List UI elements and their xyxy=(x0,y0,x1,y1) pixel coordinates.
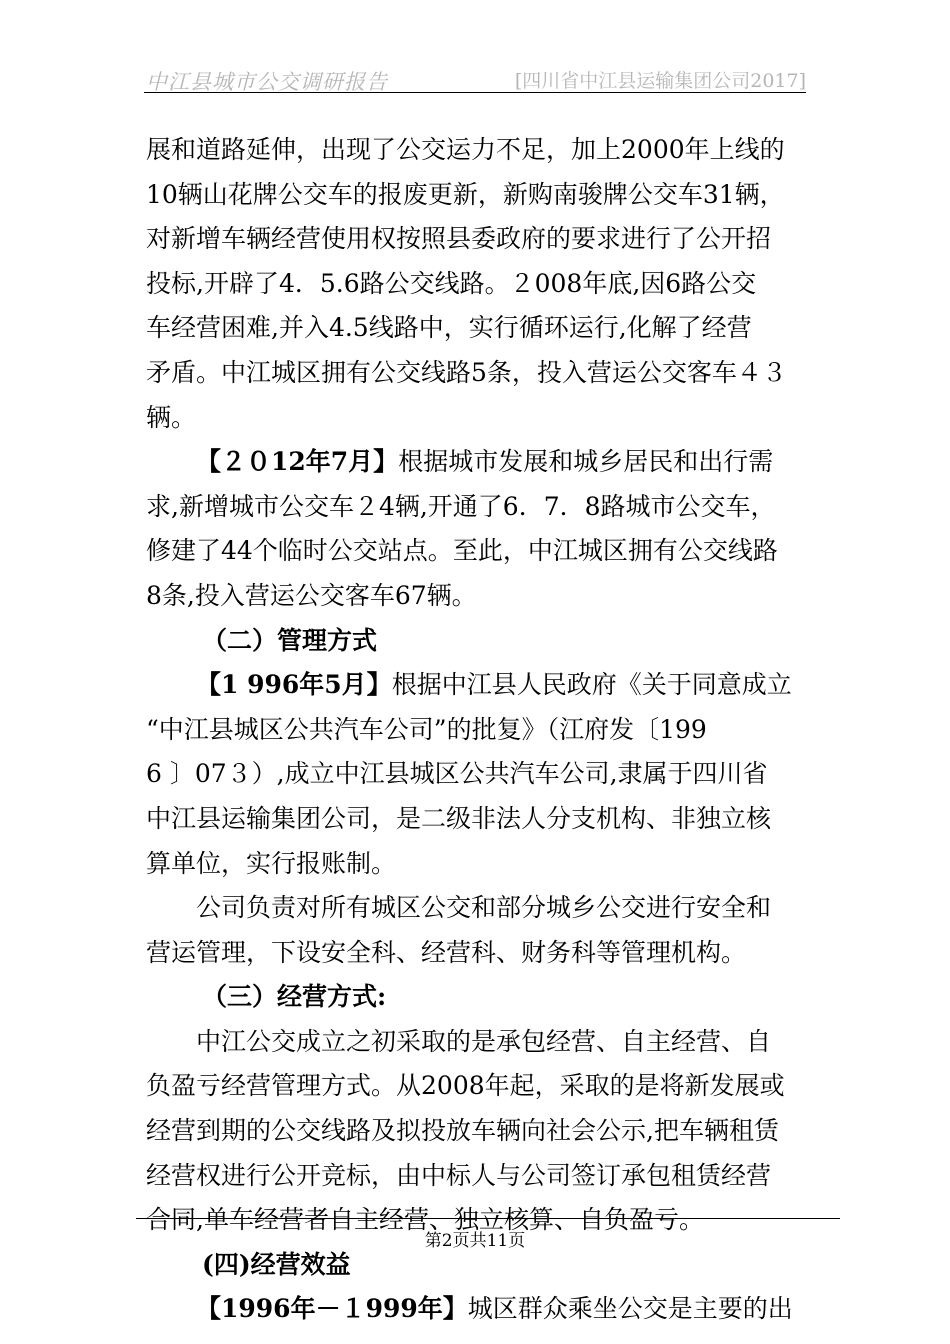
text-line: 经营到期的公交线路及拟投放车辆向社会公示,把车辆租赁 xyxy=(146,1116,779,1146)
text-line: 投标,开辟了4．5.6路公交线路。２008年底,因6路公交 xyxy=(146,268,757,298)
text-line: 8条,投入营运公交客车67辆。 xyxy=(146,580,477,610)
header-title: 中江县城市公交调研报告 xyxy=(146,70,388,94)
text-line: 修建了44个临时公交站点。至此，中江城区拥有公交线路 xyxy=(146,536,778,566)
section-heading-benefit: (四)经营效益 xyxy=(202,1249,351,1279)
section-heading-operation: （三）经营方式: xyxy=(202,982,387,1012)
header-organization: [四川省中江县运输集团公司2017] xyxy=(514,70,806,92)
header-divider xyxy=(144,92,806,93)
date-label-1996-1999: 【1996年－１999年】 xyxy=(196,1294,468,1324)
paragraph-1996-first-line xyxy=(146,663,810,708)
text-span: 根据中江县人民政府《关于同意成立 xyxy=(391,670,792,700)
text-line: 中江县运输集团公司，是二级非法人分支机构、非独立核 xyxy=(146,803,772,833)
paragraph-2012-first-line xyxy=(146,440,810,485)
document-body xyxy=(146,128,810,1332)
paragraph-1996-1999-line xyxy=(146,1287,810,1332)
section-heading-management: （二）管理方式 xyxy=(202,625,378,655)
text-line: 矛盾。中江城区拥有公交线路5条，投入营运公交客车４３ xyxy=(146,357,787,387)
text-line: 对新增车辆经营使用权按照县委政府的要求进行了公开招 xyxy=(146,224,772,254)
text-line: 10辆山花牌公交车的报废更新，新购南骏牌公交车31辆， xyxy=(146,179,785,209)
text-span: 城区群众乘坐公交是主要的出 xyxy=(467,1294,793,1324)
text-line: 负盈亏经营管理方式。从2008年起，采取的是将新发展或 xyxy=(146,1071,785,1101)
text-line: 营运管理，下设安全科、经营科、财务科等管理机构。 xyxy=(146,937,747,967)
text-line: 经营权进行公开竞标，由中标人与公司签订承包租赁经营 xyxy=(146,1160,772,1190)
text-line: 6 〕07３）,成立中江县城区公共汽车公司,隶属于四川省 xyxy=(146,759,768,789)
text-line: 辆。 xyxy=(146,402,197,432)
page-number: 第2页共11页 xyxy=(424,1231,526,1251)
date-label-1996: 【1 996年5月】 xyxy=(196,670,392,700)
text-span: 根据城市发展和城乡居民和出行需 xyxy=(398,447,774,477)
date-label-2012: 【２０12年7月】 xyxy=(196,447,399,477)
text-line: 中江公交成立之初采取的是承包经营、自主经营、自 xyxy=(196,1026,772,1056)
text-line: 展和道路延伸，出现了公交运力不足，加上2000年上线的 xyxy=(146,135,785,164)
text-line: “中江县城区公共汽车公司”的批复》（江府发〔199 xyxy=(146,714,707,744)
text-line: 算单位，实行报账制。 xyxy=(146,848,397,878)
text-line: 求,新增城市公交车２4辆,开通了6．7．8路城市公交车， xyxy=(146,491,776,521)
footer-divider xyxy=(136,1218,840,1219)
text-line: 公司负责对所有城区公交和部分城乡公交进行安全和 xyxy=(196,893,772,923)
text-line: 车经营困难,并入4.5线路中，实行循环运行,化解了经营 xyxy=(146,313,752,343)
text-line: 合同,单车经营者自主经营、独立核算、自负盈亏。 xyxy=(146,1205,704,1235)
